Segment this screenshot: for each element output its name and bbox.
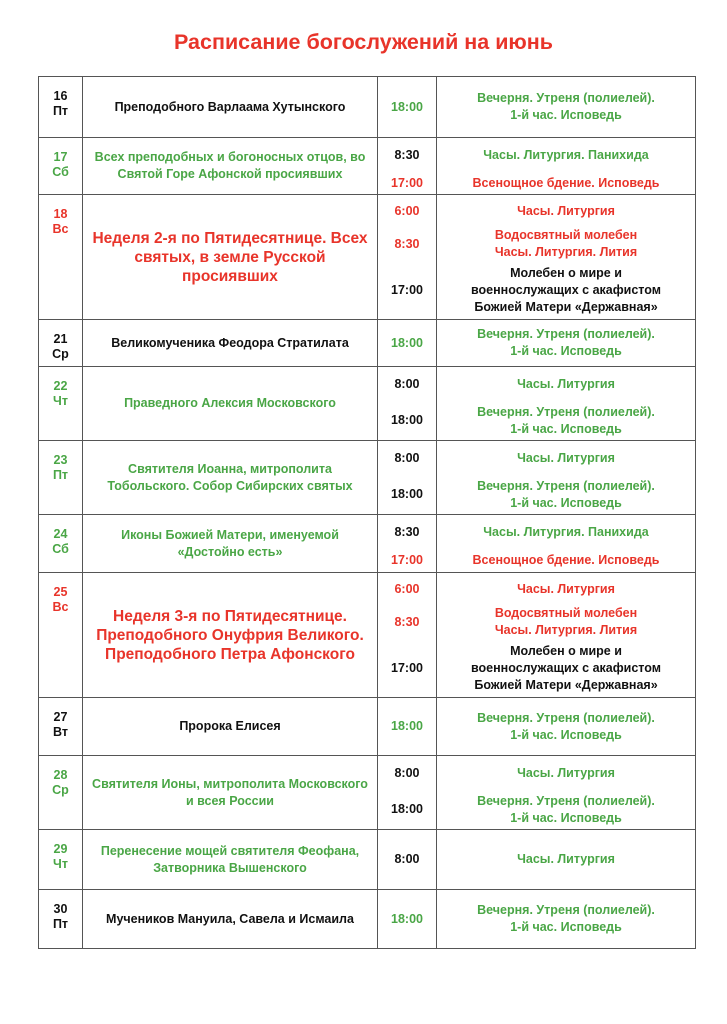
service-cell	[437, 756, 696, 830]
commemoration-name: Перенесение мощей святителя Феофана, Затворника Вышенского	[100, 843, 360, 875]
service-block	[437, 227, 695, 261]
commemoration-cell	[83, 441, 378, 515]
commemoration-cell	[83, 830, 378, 890]
service-line: Водосвятный молебен	[494, 606, 638, 620]
table-row	[39, 573, 696, 698]
service-line: военнослужащих с акафистом	[471, 660, 661, 675]
service-line: Часы. Литургия. Лития	[494, 623, 638, 637]
service-block	[437, 320, 695, 366]
commemoration-cell	[83, 698, 378, 756]
service-time: 6:00	[394, 581, 420, 596]
service-line: 1-й час. Исповедь	[510, 421, 622, 436]
service-time: 18:00	[391, 911, 423, 926]
service-cell	[437, 890, 696, 949]
commemoration-cell	[83, 573, 378, 698]
commemoration-name: Мучеников Мануила, Савела и Исмаила	[106, 911, 354, 926]
day-number: 23	[53, 453, 68, 467]
date-cell	[39, 138, 83, 195]
service-line: Часы. Литургия	[517, 450, 615, 465]
commemoration-name: Праведного Алексия Московского	[124, 396, 336, 410]
time-cell	[378, 573, 437, 698]
service-line: Вечерня. Утреня (полиелей).	[477, 903, 655, 917]
service-cell	[437, 441, 696, 515]
service-cell	[437, 698, 696, 756]
service-time: 18:00	[391, 335, 423, 350]
service-line: Божией Матери «Державная»	[474, 299, 658, 314]
service-block	[437, 830, 695, 889]
date-cell	[39, 890, 83, 949]
service-block	[437, 790, 695, 829]
day-number: 24	[53, 527, 68, 541]
commemoration-name: Неделя 2-я по Пятидесятнице. Всех святых, в земле Русской просиявших	[92, 229, 368, 285]
date-cell	[39, 441, 83, 515]
date-cell	[39, 77, 83, 138]
date-cell	[39, 367, 83, 441]
service-line: 1-й час. Исповедь	[510, 920, 622, 934]
service-line: 1-й час. Исповедь	[510, 108, 622, 122]
service-cell	[437, 830, 696, 890]
service-line: 1-й час. Исповедь	[510, 344, 622, 358]
table-row	[39, 830, 696, 890]
table-row	[39, 320, 696, 367]
service-time: 8:00	[394, 376, 420, 391]
date-cell	[39, 756, 83, 830]
day-number: 16	[53, 89, 68, 103]
service-time: 8:30	[394, 524, 420, 539]
service-block	[437, 195, 695, 227]
service-block	[437, 890, 695, 948]
schedule-table	[38, 76, 696, 949]
table-row	[39, 698, 696, 756]
commemoration-name: Иконы Божией Матери, именуемой «Достойно есть»	[121, 527, 339, 559]
service-line: Вечерня. Утреня (полиелей).	[477, 710, 655, 725]
service-cell	[437, 515, 696, 573]
date-cell	[39, 515, 83, 573]
weekday: Вс	[52, 600, 69, 614]
service-time: 8:00	[394, 852, 420, 866]
date-cell	[39, 830, 83, 890]
commemoration-cell	[83, 320, 378, 367]
service-block	[437, 515, 695, 549]
commemoration-cell	[83, 77, 378, 138]
service-time: 18:00	[391, 413, 423, 427]
table-row	[39, 515, 696, 573]
day-number: 28	[53, 768, 68, 782]
commemoration-name: Неделя 3-я по Пятидесятнице. Преподобного Онуфрия Великого. Преподобного Петра Афонского	[96, 607, 364, 663]
service-line: Вечерня. Утреня (полиелей).	[477, 327, 655, 341]
service-block	[437, 639, 695, 697]
date-cell	[39, 320, 83, 367]
commemoration-name: Великомученика Феодора Стратилата	[111, 335, 349, 350]
service-line: Молебен о мире и	[510, 643, 622, 658]
service-line: Часы. Литургия. Панихида	[483, 147, 649, 162]
service-line: Часы. Литургия. Лития	[494, 245, 638, 259]
service-block	[437, 261, 695, 319]
service-line: Часы. Литургия	[517, 581, 615, 596]
commemoration-cell	[83, 515, 378, 573]
service-block	[437, 441, 695, 475]
service-line: Вечерня. Утреня (полиелей).	[477, 793, 655, 808]
service-line: Всенощное бдение. Исповедь	[472, 175, 660, 190]
table-row	[39, 195, 696, 320]
weekday: Пт	[52, 104, 69, 118]
day-number: 25	[53, 585, 68, 599]
service-time: 18:00	[391, 719, 423, 733]
day-number: 30	[53, 902, 68, 916]
commemoration-name: Святителя Ионы, митрополита Московского и всея России	[92, 776, 368, 808]
weekday: Ср	[52, 783, 69, 797]
service-block	[437, 605, 695, 639]
page-title: Расписание богослужений на июнь	[174, 30, 553, 54]
service-line: Часы. Литургия. Панихида	[483, 524, 649, 539]
service-time: 8:00	[394, 765, 420, 780]
service-time: 8:00	[394, 450, 420, 465]
service-line: Молебен о мире и	[510, 265, 622, 280]
day-number: 22	[53, 379, 68, 393]
service-time: 17:00	[391, 660, 423, 675]
service-time: 6:00	[394, 203, 420, 218]
service-block	[437, 172, 695, 194]
table-row	[39, 441, 696, 515]
date-cell	[39, 573, 83, 698]
table-row	[39, 367, 696, 441]
service-time: 8:30	[394, 236, 420, 251]
service-time: 8:30	[394, 147, 420, 162]
service-cell	[437, 77, 696, 138]
commemoration-name: Святителя Иоанна, митрополита Тобольского. Собор Сибирских святых	[107, 461, 353, 493]
commemoration-cell	[83, 195, 378, 320]
table-row	[39, 756, 696, 830]
service-line: Водосвятный молебен	[494, 228, 638, 242]
commemoration-name: Пророка Елисея	[179, 719, 281, 733]
service-line: 1-й час. Исповедь	[510, 810, 622, 825]
service-line: Часы. Литургия	[517, 765, 615, 780]
day-number: 18	[53, 207, 68, 221]
commemoration-cell	[83, 367, 378, 441]
weekday: Ср	[52, 347, 69, 361]
service-block	[437, 401, 695, 440]
service-block	[437, 138, 695, 172]
time-cell	[378, 830, 437, 890]
weekday: Вс	[52, 222, 69, 236]
service-line: 1-й час. Исповедь	[510, 495, 622, 510]
date-cell	[39, 698, 83, 756]
service-cell	[437, 367, 696, 441]
service-cell	[437, 573, 696, 698]
service-cell	[437, 138, 696, 195]
table-row	[39, 890, 696, 949]
time-cell	[378, 890, 437, 949]
service-block	[437, 77, 695, 137]
commemoration-cell	[83, 890, 378, 949]
weekday: Пт	[52, 468, 69, 482]
time-cell	[378, 756, 437, 830]
time-cell	[378, 320, 437, 367]
commemoration-name: Преподобного Варлаама Хутынского	[114, 99, 346, 114]
weekday: Чт	[53, 394, 68, 408]
commemoration-cell	[83, 138, 378, 195]
service-line: Вечерня. Утреня (полиелей).	[477, 478, 655, 493]
service-time: 17:00	[391, 282, 423, 297]
table-row	[39, 77, 696, 138]
service-line: Часы. Литургия	[517, 376, 615, 391]
service-block	[437, 549, 695, 572]
service-line: военнослужащих с акафистом	[471, 282, 661, 297]
commemoration-cell	[83, 756, 378, 830]
service-block	[437, 367, 695, 401]
service-time: 18:00	[391, 99, 423, 114]
day-number: 21	[53, 332, 68, 346]
table-row	[39, 138, 696, 195]
service-cell	[437, 320, 696, 367]
service-time: 8:30	[394, 614, 420, 629]
service-line: Часы. Литургия	[517, 203, 615, 218]
service-time: 18:00	[391, 802, 423, 816]
service-time: 17:00	[391, 175, 423, 190]
date-cell	[39, 195, 83, 320]
time-cell	[378, 195, 437, 320]
time-cell	[378, 698, 437, 756]
weekday: Чт	[53, 857, 68, 871]
weekday: Пт	[52, 917, 69, 931]
commemoration-name: Всех преподобных и богоносных отцов, во Святой Горе Афонской просиявших	[94, 150, 366, 181]
time-cell	[378, 515, 437, 573]
weekday: Сб	[52, 165, 69, 179]
service-line: Всенощное бдение. Исповедь	[472, 553, 660, 567]
time-cell	[378, 367, 437, 441]
weekday: Вт	[53, 725, 68, 739]
weekday: Сб	[52, 542, 69, 556]
service-block	[437, 573, 695, 605]
time-cell	[378, 138, 437, 195]
day-number: 29	[53, 842, 68, 856]
time-cell	[378, 441, 437, 515]
service-block	[437, 698, 695, 755]
service-line: 1-й час. Исповедь	[510, 727, 622, 742]
service-block	[437, 475, 695, 514]
service-time: 17:00	[391, 553, 423, 567]
service-time: 18:00	[391, 487, 423, 501]
day-number: 17	[53, 150, 68, 164]
service-block	[437, 756, 695, 790]
time-cell	[378, 77, 437, 138]
service-line: Вечерня. Утреня (полиелей).	[477, 91, 655, 105]
service-cell	[437, 195, 696, 320]
service-line: Часы. Литургия	[517, 852, 615, 866]
service-line: Божией Матери «Державная»	[474, 677, 658, 692]
day-number: 27	[53, 710, 68, 724]
service-line: Вечерня. Утреня (полиелей).	[477, 404, 655, 419]
